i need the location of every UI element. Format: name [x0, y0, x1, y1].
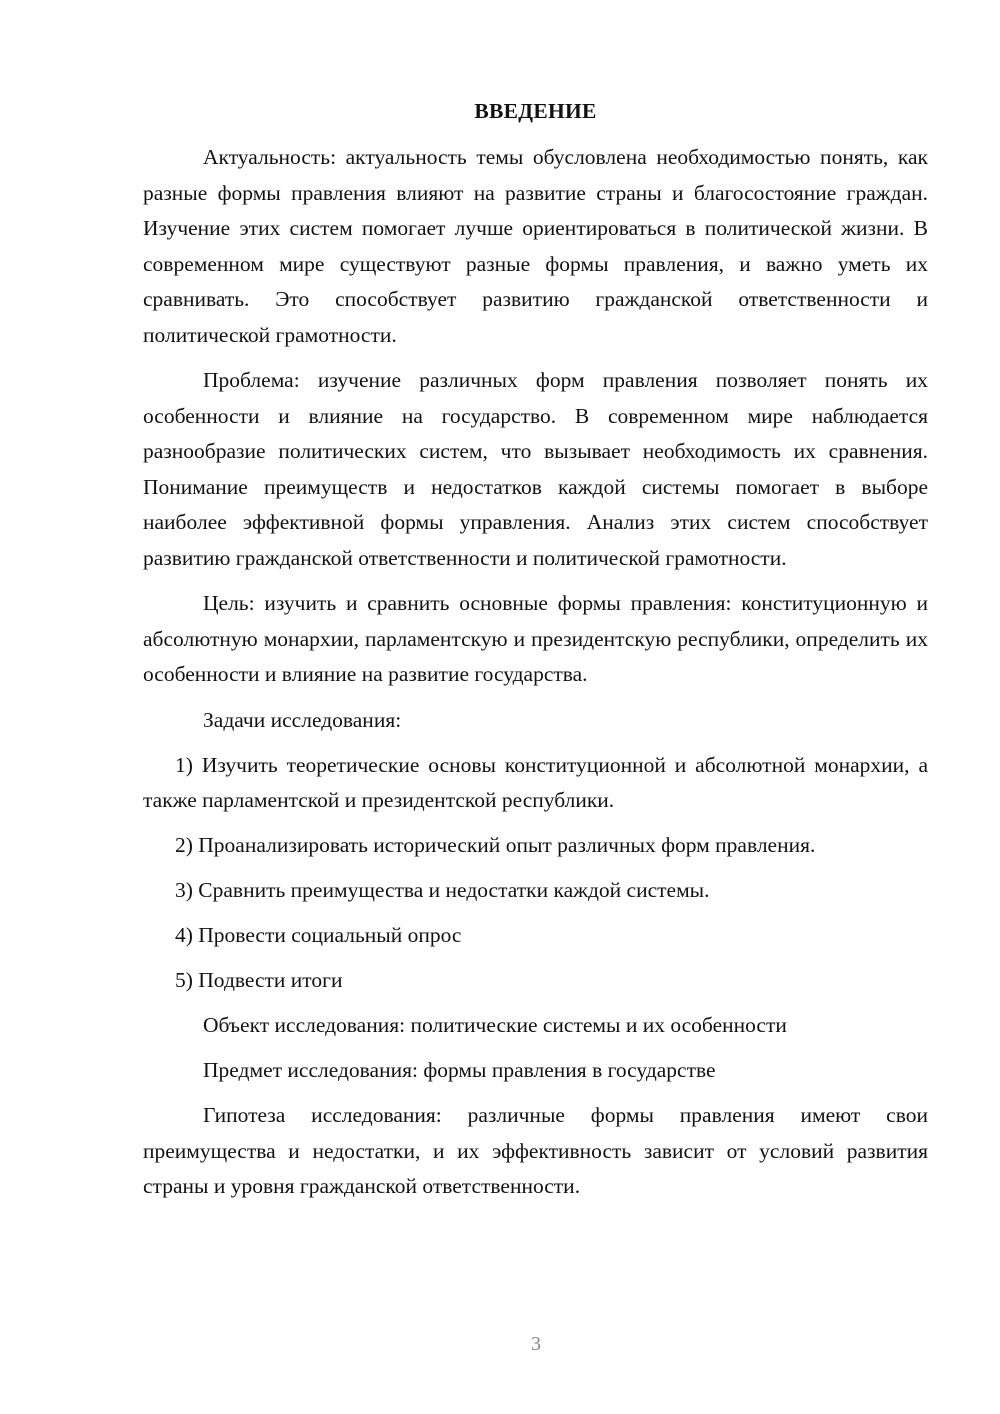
- task-item: 5) Подвести итоги: [175, 968, 343, 992]
- page-number: 3: [531, 1333, 541, 1355]
- page-title: ВВЕДЕНИЕ: [474, 99, 597, 123]
- task-item: 3) Сравнить преимущества и недостатки каждой системы.: [175, 878, 710, 902]
- paragraph-problem: Проблема: изучение различных форм правления позволяет понять их особенности и влияние на государство. В современном мире наблюдается разнообразие политических систем, что вызывает необходимость их сравнения. Понимание преимуществ и недостатков каждой системы помогает в выборе наиболее эффективной формы управления. Анализ этих систем способствует развитию гражданской ответственности и политической грамотности.: [143, 368, 928, 570]
- paragraph-goal: Цель: изучить и сравнить основные формы правления: конституционную и абсолютную монархии, парламентскую и президентскую республики, определить их особенности и влияние на развитие государства.: [143, 591, 928, 686]
- research-subject: Предмет исследования: формы правления в государстве: [203, 1058, 716, 1082]
- tasks-heading: Задачи исследования:: [203, 707, 402, 732]
- paragraph-relevance: Актуальность: актуальность темы обусловлена необходимостью понять, как разные формы правления влияют на развитие страны и благосостояние граждан. Изучение этих систем помогает лучше ориентироваться в политической жизни. В современном мире существуют разные формы правления, и важно уметь их сравнивать. Это способствует развитию гражданской ответственности и политической грамотности.: [143, 145, 928, 347]
- task-item: 4) Провести социальный опрос: [175, 923, 462, 947]
- task-item: 1) Изучить теоретические основы конституционной и абсолютной монархии, а также парламентской и президентской республики.: [143, 752, 928, 812]
- tasks-list: [143, 748, 928, 999]
- document-page: [143, 96, 928, 1215]
- task-item: 2) Проанализировать исторический опыт различных форм правления.: [175, 833, 816, 857]
- research-object: Объект исследования: политические системы и их особенности: [203, 1013, 787, 1037]
- research-hypothesis: Гипотеза исследования: различные формы правления имеют свои преимущества и недостатки, и их эффективность зависит от условий развития страны и уровня гражданской ответственности.: [143, 1103, 928, 1198]
